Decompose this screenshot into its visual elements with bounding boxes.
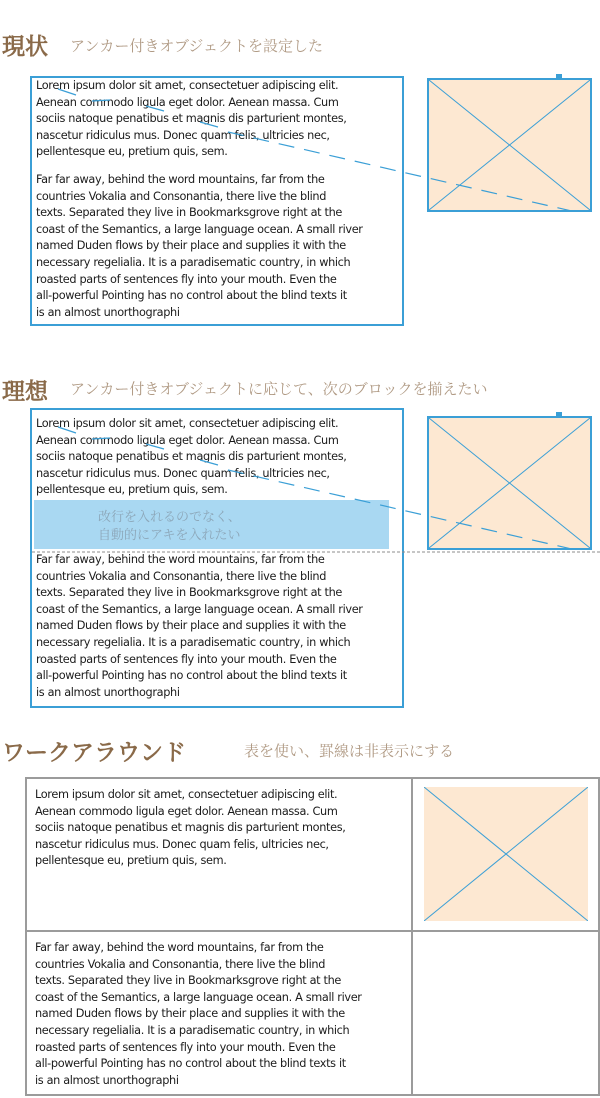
section-subtitle-workaround: 表を使い、罫線は非表示にする <box>244 742 455 760</box>
table-row <box>26 931 599 1095</box>
paragraph-2-current: Far far away, behind the word mountains, far from the countries Vokalia and Consonantia, there live the blind texts. Separated they live in Bookmarksgrove right at the coast of the Semantics, a large language ocean. A small river named Duden flows by their place and supplies it with the necessary regelialia. It is a paradisematic country, in which roasted parts of sentences fly into your mouth. Even the all-powerful Pointing has no control about the blind texts it is an almost unorthographi <box>36 173 363 319</box>
paragraph-1-current: Lorem ipsum dolor sit amet, consectetuer adipiscing elit. Aenean commodo ligula eget dolor. Aenean massa. Cum sociis natoque penatibus et magnis dis parturient montes, nascetur ridiculus mus. Donec quam felis, ultricies nec, pellentesque eu, pretium quis, sem. <box>36 79 347 159</box>
section-title-ideal: 理想 <box>2 379 48 405</box>
table-cell-text-1[interactable] <box>26 778 412 931</box>
paragraph-2-ideal: Far far away, behind the word mountains, far from the countries Vokalia and Consonantia, there live the blind texts. Separated they live in Bookmarksgrove right at the coast of the Semantics, a large language ocean. A small river named Duden flows by their place and supplies it with the necessary regelialia. It is a paradisematic country, in which roasted parts of sentences fly into your mouth. Even the all-powerful Pointing has no control about the blind texts it is an almost unorthographi <box>36 553 363 699</box>
section-title-workaround: ワークアラウンド <box>2 740 186 766</box>
table-cell-text-2[interactable] <box>26 931 412 1095</box>
gap-note-line-2: 自動的にアキを入れたい <box>98 528 241 543</box>
gap-note-line-1: 改行を入れるのでなく、 <box>98 510 241 525</box>
section-subtitle-ideal: アンカー付きオブジェクトに応じて、次のブロックを揃えたい <box>70 380 488 398</box>
anchored-object-table <box>424 787 588 921</box>
workaround-table <box>25 777 600 1096</box>
paragraph-2-table: Far far away, behind the word mountains, far from the countries Vokalia and Consonantia, there live the blind texts. Separated they live in Bookmarksgrove right at the coast of the Semantics, a large language ocean. A small river named Duden flows by their place and supplies it with the necessary regelialia. It is a paradisematic country, in which roasted parts of sentences fly into your mouth. Even the all-powerful Pointing has no control about the blind texts it is an almost unorthographi <box>35 941 362 1087</box>
section-title-current: 現状 <box>2 34 48 60</box>
paragraph-1-ideal: Lorem ipsum dolor sit amet, consectetuer adipiscing elit. Aenean commodo ligula eget dolor. Aenean massa. Cum sociis natoque penatibus et magnis dis parturient montes, nascetur ridiculus mus. Donec quam felis, ultricies nec, pellentesque eu, pretium quis, sem. <box>36 417 347 497</box>
table-cell-object[interactable] <box>412 778 599 931</box>
section-subtitle-current: アンカー付きオブジェクトを設定した <box>70 37 324 55</box>
paragraph-1-table: Lorem ipsum dolor sit amet, consectetuer adipiscing elit. Aenean commodo ligula eget dolor. Aenean massa. Cum sociis natoque penatibus et magnis dis parturient montes, nascetur ridiculus mus. Donec quam felis, ultricies nec, pellentesque eu, pretium quis, sem. <box>35 788 346 868</box>
table-row <box>26 778 599 931</box>
table-cell-empty[interactable] <box>412 931 599 1095</box>
